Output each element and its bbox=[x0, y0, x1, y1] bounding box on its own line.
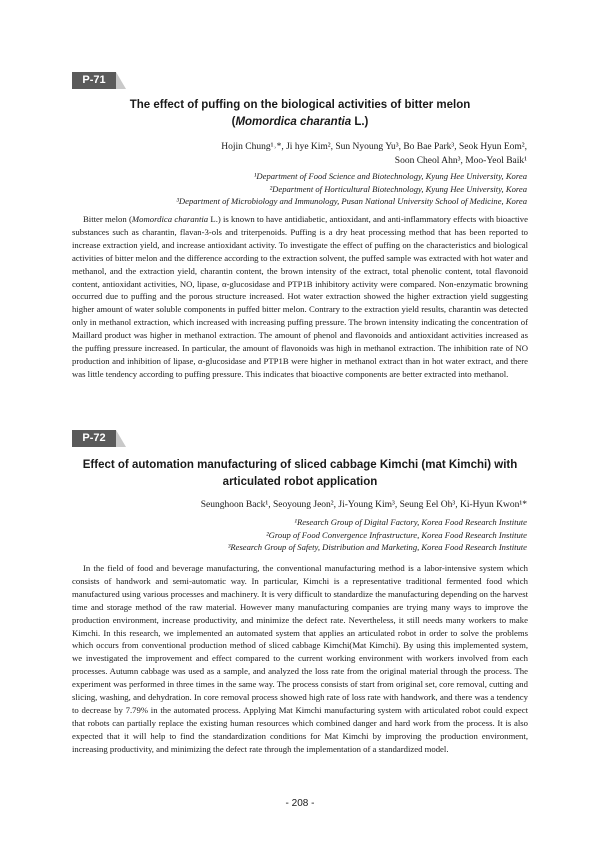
species-name: Momordica charantia bbox=[131, 214, 209, 224]
abstract-badge-p72: P-72 bbox=[72, 430, 116, 447]
species-name: Momordica charantia bbox=[235, 116, 352, 128]
author-list-p71 bbox=[87, 140, 527, 168]
abstract-body-p71: Bitter melon (Momordica charantia L.) is known to have antidiabetic, antioxidant, and anti-inflammatory effects with bioactive substances such as charantin, flavan-3-ols and triterpenoids. Puffing is a dry heat processing method that has been reported to increase extraction yield, and increase antioxidant activity. To investigate the effect of puffing on the characteristics and biological activities of bitter melon and the difference according to the extraction solvent, the puffed sample was extracted with hot water and methanol, and the extraction yield, charantin content, the brown intensity of the extract, total phenolic content, total flavonoid content, antioxidant activities, NO, lipase, α-glucosidase and PTP1B inhibitory activity were compared. Non-enzymatic browning occurred due to puffing and the porous structure increased. Hot water extraction showed the higher extraction yield suggesting higher amount of water soluble components in puffed bitter melon. Contrary to the extraction yield results, charantin was detected only in methanol extraction, which increased with increasing puffing pressure. The brown intensity indicating the concentration of Maillard product was higher in methanol extraction. The amount of phenol and flavonoids and antioxidant activities increased as the puffing pressure increased. In particular, the amount of flavonoids was high in methanol extraction. The inhibition rate of NO production and inhibition of lipase, α-glucosidase and PTP1B were higher in methanol extract than in hot water extract, and there was little tendency according to puffing pressure. This indicates that bioactive components are better extracted into methanol. bbox=[72, 214, 529, 379]
paper-title-p72 bbox=[70, 457, 530, 491]
abstract-badge-p71: P-71 bbox=[72, 72, 116, 89]
paper-title-line: articulated robot application bbox=[222, 476, 378, 488]
affiliations-p72 bbox=[47, 516, 527, 554]
abstract-body-p72: In the field of food and beverage manufacturing, the conventional manufacturing method is a labor-intensive system which consists of handwork and semi-automatic way. In particular, Kimchi is a representative traditional fermented food which manufactured using various processes and machinery. It is very difficult to standardize the manufacturing depending on the harvest time and storage method of the raw material. However many manufacturing companies are trying many ways to improve the production environment, increase productivity, and minimize the defect rate. Nevertheless, it still needs many workers to make Kimchi. In this research, we implemented an automated system that applies an articulated robot in order to solve the problems which occurs from conventional production method of sliced cabbage Kimchi(Mat Kimchi). By using this implemented system, we investigated the improvement and effect compared to the current working environment with workers involved from each processes. Autumn cabbage was used as a sample, and analyzed the loss rate from the original material through the process. The experiment was performed in three times in the same way. The process consists of start from original set, core removal, cutting and slicing, washing, and dehydration. In core removal process showed high rate of loss rate with handwork, and there was a tendency to decrease by 7.79% in the automated process. Applying Mat Kimchi manufacturing system with articulated robot could expect that robots can partially replace the existing human resources which combined danger and hard work from the process. It is also expected that it will help to find the standardization conditions for Mat Kimchi by improving the production environment, increasing productivity, and minimizing the defect rate through the implementation of a standardized model. bbox=[72, 563, 528, 754]
affiliation: ²Group of Food Convergence Infrastructure, Korea Food Research Institute bbox=[266, 529, 527, 540]
affiliation: ¹Department of Food Science and Biotechnology, Kyung Hee University, Korea bbox=[253, 171, 527, 181]
affiliation: ²Department of Horticultural Biotechnology, Kyung Hee University, Korea bbox=[269, 183, 527, 194]
paper-title-line: Effect of automation manufacturing of sliced cabbage Kimchi (mat Kimchi) with bbox=[82, 459, 518, 471]
author-line: Soon Cheol Ahn³, Moo-Yeol Baik¹ bbox=[394, 156, 527, 166]
affiliation: ³Research Group of Safety, Distribution and Marketing, Korea Food Research Institute bbox=[227, 542, 527, 552]
paper-title-line: (Momordica charantia L.) bbox=[231, 116, 369, 128]
page-number: - 208 - bbox=[285, 798, 315, 809]
paper-title-line: The effect of puffing on the biological activities of bitter melon bbox=[129, 99, 471, 111]
author-list-p72 bbox=[87, 498, 527, 512]
author-line: Hojin Chung¹˒*, Ji hye Kim², Sun Nyoung Yu³, Bo Bae Park³, Seok Hyun Eom², bbox=[221, 142, 527, 152]
affiliation: ¹Research Group of Digital Factory, Korea Food Research Institute bbox=[294, 517, 527, 527]
affiliations-p71 bbox=[47, 170, 527, 208]
author-line: Seunghoon Back¹, Seoyoung Jeon², Ji-Young Kim³, Seung Eel Oh³, Ki-Hyun Kwon¹* bbox=[200, 500, 527, 510]
paper-title-p71 bbox=[70, 97, 530, 131]
affiliation: ³Department of Microbiology and Immunology, Pusan National University School of Medicine, Korea bbox=[176, 196, 527, 206]
